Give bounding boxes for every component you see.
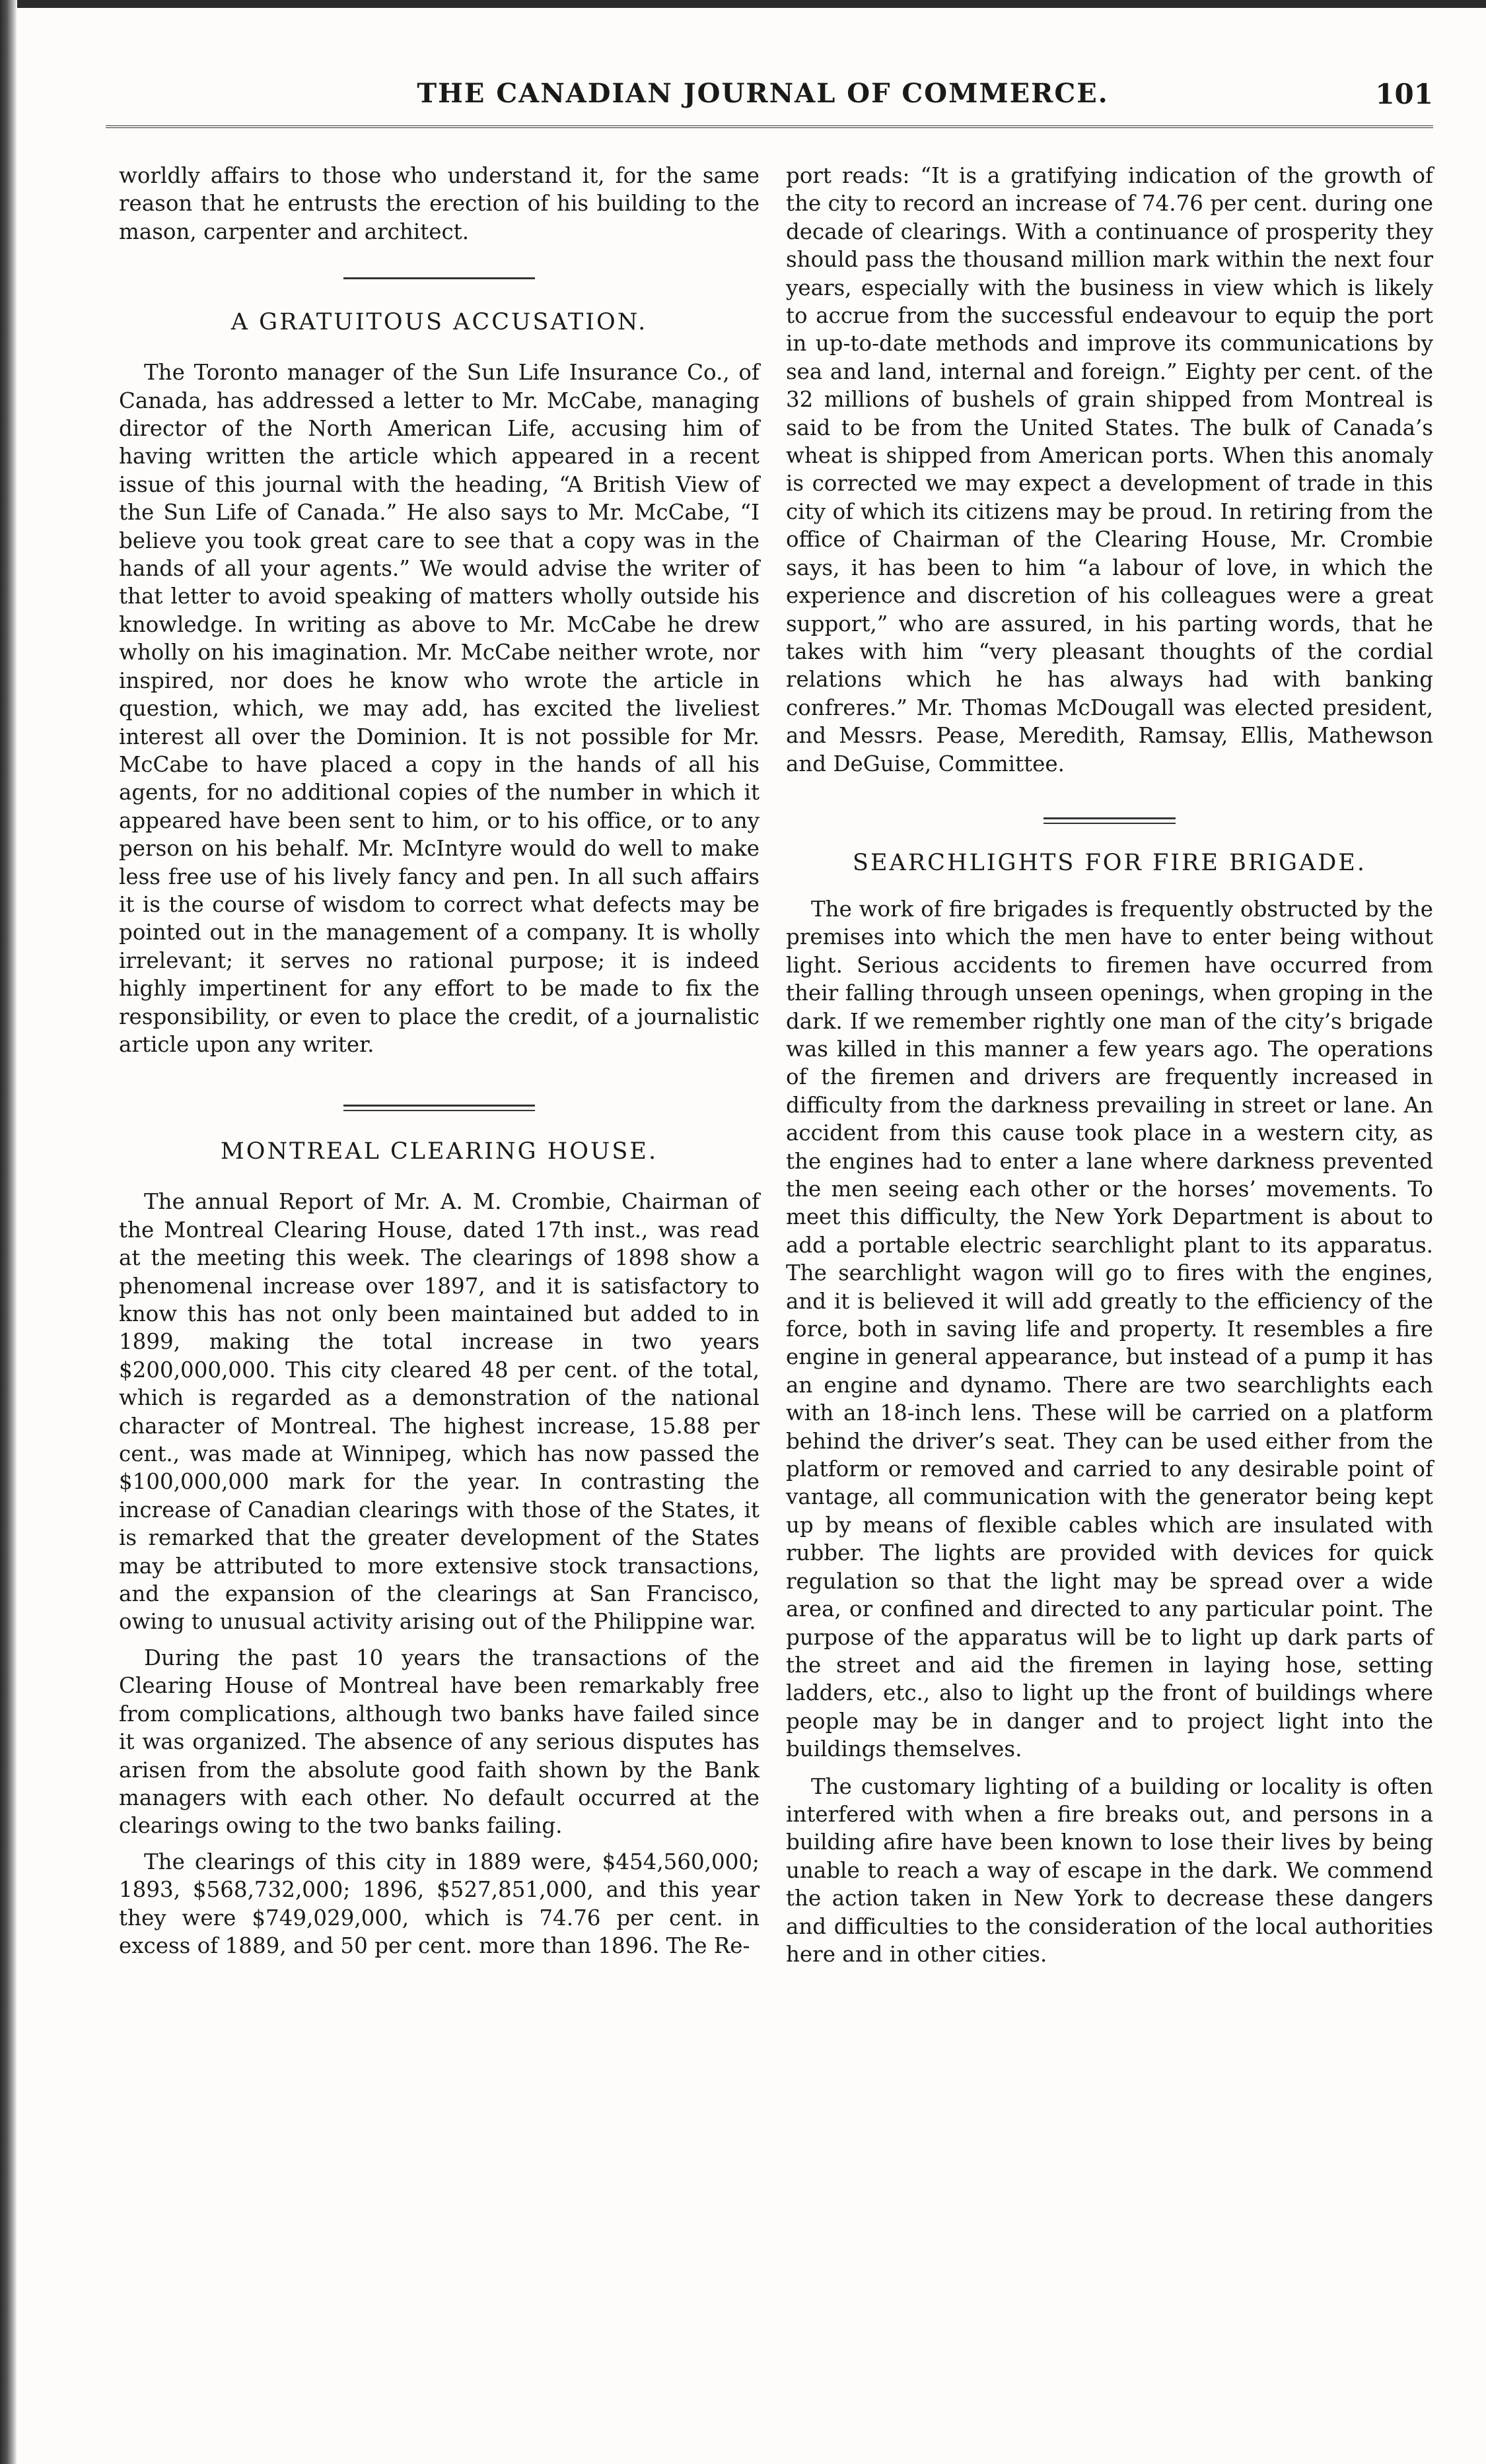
scan-binding-edge bbox=[0, 0, 17, 2464]
section-separator bbox=[343, 277, 535, 279]
continued-paragraph: port reads: “It is a gratifying indication of the growth of the city to record an increase of 74.76 per cent. during one decade of clearings. With a continuance of prosperity they should pass the thousand million mark within the next four years, especially with the business in view which is likely to accrue from the successful endeavour to equip the port in up-to-date methods and improve its communications by sea and land, internal and foreign.” Eighty per cent. of the 32 millions of bushels of grain shipped from Montreal is said to be from the United States. The bulk of Canada’s wheat is shipped from American ports. When this anomaly is corrected we may expect a development of trade in this city of which its citizens may be proud. In retiring from the office of Chairman of the Clearing House, Mr. Crombie says, it has been to him “a labour of love, in which the experience and discretion of his colleagues were a great support,” who are assured, in his parting words, that he takes with him “very pleasant thoughts of the cordial relations which he has always had with banking confreres.” Mr. Thomas McDougall was elected president, and Messrs. Pease, Meredith, Ramsay, Ellis, Mathewson and DeGuise, Committee. bbox=[786, 163, 1433, 776]
continued-paragraph: worldly affairs to those who understand it, for the same reason that he entrusts the erection of his building to the mason, carpenter and architect. bbox=[119, 163, 760, 244]
page-header bbox=[92, 78, 1433, 124]
article-paragraph: During the past 10 years the transactions of the Clearing House of Montreal have been remarkably free from complications, although two banks have failed since it was organized. The absence of any serious disputes has arisen from the absolute good faith shown by the Bank managers with each other. No default occurred at the clearings owing to the two banks failing. bbox=[119, 1645, 760, 1839]
article-paragraph: The Toronto manager of the Sun Life Insurance Co., of Canada, has addressed a letter to Mr. McCabe, managing director of the North American Life, accusing him of having written the article which appeared in a recent issue of this journal with the heading, “A British View of the Sun Life of Canada.” He also says to Mr. McCabe, “I believe you took great care to see that a copy was in the hands of all your agents.” We would advise the writer of that letter to avoid speaking of matters wholly outside his knowledge. In writing as above to Mr. McCabe he drew wholly on his imagination. Mr. McCabe neither wrote, nor inspired, nor does he know who wrote the article in question, which, we may add, has excited the liveliest interest all over the Dominion. It is not possible for Mr. McCabe to have placed a copy in the hands of all his agents, for no additional copies of the number in which it appeared have been sent to him, or to his office, or to any person on his behalf. Mr. McIntyre would do well to make less free use of his lively fancy and pen. In all such affairs it is the course of wisdom to correct what defects may be pointed out in the management of a company. It is wholly irrelevant; it serves no rational purpose; it is indeed highly impertinent for any effort to be made to fix the responsibility, or even to place the credit, of a journalistic article upon any writer. bbox=[119, 360, 760, 1057]
article-title-montreal-clearing-house: MONTREAL CLEARING HOUSE. bbox=[220, 1138, 658, 1165]
right-column bbox=[786, 162, 1433, 1968]
page-number: 101 bbox=[1375, 78, 1433, 110]
article-paragraph: The annual Report of Mr. A. M. Crombie, Chairman of the Montreal Clearing House, dated 17th inst., was read at the meeting this week. The clearings of 1898 show a phenomenal increase over 1897, and it is satisfactory to know this has not only been maintained but added to in 1899, making the total increase in two years $200,000,000. This city cleared 48 per cent. of the total, which is regarded as a demonstration of the national character of Montreal. The highest increase, 15.88 per cent., was made at Winnipeg, which has now passed the $100,000,000 mark for the year. In contrasting the increase of Canadian clearings with those of the States, it is remarked that the greater development of the States may be attributed to more extensive stock transactions, and the expansion of the clearings at San Francisco, owing to unusual activity arising out of the Philippine war. bbox=[119, 1189, 760, 1635]
left-column bbox=[119, 162, 760, 1960]
header-rule bbox=[106, 125, 1433, 128]
top-border-rule bbox=[17, 0, 1486, 8]
article-paragraph: The customary lighting of a building or locality is often interfered with when a fire breaks out, and persons in a building afire have been known to lose their lives by being unable to reach a way of escape in the dark. We commend the action taken in New York to decrease these dangers and difficulties to the consideration of the local authorities here and in other cities. bbox=[786, 1773, 1433, 1967]
article-title-searchlights: SEARCHLIGHTS FOR FIRE BRIGADE. bbox=[853, 849, 1366, 876]
section-separator bbox=[1044, 817, 1176, 824]
running-title: THE CANADIAN JOURNAL OF COMMERCE. bbox=[417, 78, 1109, 109]
section-separator bbox=[343, 1105, 535, 1111]
article-title-gratuitous-accusation: A GRATUITOUS ACCUSATION. bbox=[230, 309, 648, 336]
article-paragraph: The work of fire brigades is frequently obstructed by the premises into which the men have to enter being without light. Serious accidents to firemen have occurred from their falling through unseen openings, when groping in the dark. If we remember rightly one man of the city’s brigade was killed in this manner a few years ago. The operations of the firemen and drivers are frequently increased in difficulty from the darkness prevailing in street or lane. An accident from this cause took place in a western city, as the engines had to enter a lane where darkness prevented the men seeing each other or the horses’ movements. To meet this difficulty, the New York Department is about to add a portable electric searchlight plant to its apparatus. The searchlight wagon will go to fires with the engines, and it is believed it will add greatly to the efficiency of the force, both in saving life and property. It resembles a fire engine in general appearance, but instead of a pump it has an engine and dynamo. There are two searchlights each with an 18-inch lens. These will be carried on a platform behind the driver’s seat. They can be used either from the platform or removed and carried to any desirable point of vantage, all communication with the generator being kept up by means of flexible cables which are insulated with rubber. The lights are provided with devices for quick regulation so that the light may be spread over a wide area, or confined and directed to any particular point. The purpose of the apparatus will be to light up dark parts of the street and aid the firemen in laying hose, setting ladders, etc., also to light up the front of buildings where people may be in danger and to project light into the buildings themselves. bbox=[786, 896, 1433, 1762]
article-paragraph: The clearings of this city in 1889 were, $454,560,000; 1893, $568,732,000; 1896, $527,851,000, and this year they were $749,029,000, which is 74.76 per cent. in excess of 1889, and 50 per cent. more than 1896. The Re- bbox=[119, 1849, 760, 1958]
